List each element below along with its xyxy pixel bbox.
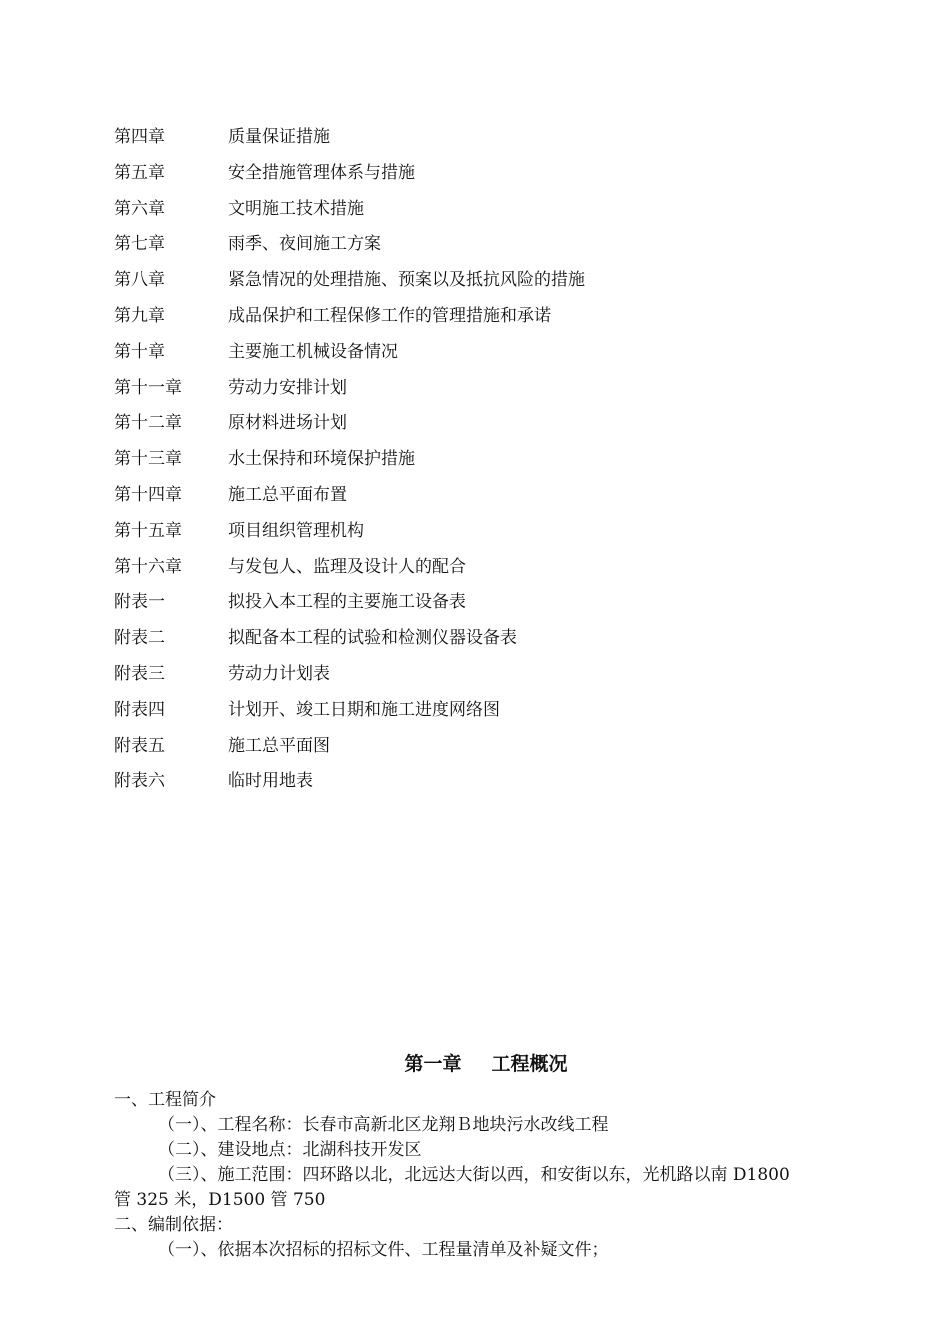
toc-title: 质量保证措施 [228, 127, 330, 147]
project-scope: （三）、施工范围：四环路以北，北远达大街以西，和安街以东，光机路以南 D1800 [158, 1165, 790, 1185]
chapter-number: 第一章 [404, 1053, 462, 1075]
toc-row [114, 550, 874, 586]
toc-number: 第十三章 [114, 449, 182, 470]
toc-row [114, 335, 874, 371]
basis-item: （一）、依据本次招标的招标文件、工程量清单及补疑文件； [158, 1240, 609, 1260]
toc-title: 成品保护和工程保修工作的管理措施和承诺 [228, 305, 551, 326]
toc-number: 附表三 [114, 663, 165, 684]
project-scope-continued: 管 325 米，D1500 管 750 [114, 1190, 326, 1210]
chapter-name: 工程概况 [491, 1053, 568, 1075]
project-name: （一）、工程名称：长春市高新北区龙翔Ｂ地块污水改线工程 [158, 1115, 609, 1135]
toc-title: 拟投入本工程的主要施工设备表 [228, 592, 466, 613]
toc-title: 计划开、竣工日期和施工进度网络图 [228, 699, 500, 720]
toc-number: 附表五 [114, 735, 165, 756]
toc-number: 第十二章 [114, 413, 182, 434]
toc-title: 水土保持和环境保护措施 [228, 449, 415, 470]
toc-row [114, 478, 874, 514]
section-heading: 一、工程简介 [114, 1090, 216, 1110]
toc-row [114, 406, 874, 442]
toc-row [114, 371, 874, 407]
toc-row [114, 299, 874, 335]
toc-row [114, 156, 874, 192]
toc-number: 附表一 [114, 592, 165, 613]
toc-title: 紧急情况的处理措施、预案以及抵抗风险的措施 [228, 270, 585, 291]
table-of-contents [114, 120, 874, 800]
toc-number: 附表四 [114, 699, 165, 720]
toc-row [114, 120, 874, 156]
toc-title: 安全措施管理体系与措施 [228, 162, 415, 183]
toc-title: 雨季、夜间施工方案 [228, 234, 381, 255]
toc-row [114, 729, 874, 765]
toc-number: 第十章 [114, 341, 165, 362]
toc-number: 第六章 [114, 198, 165, 219]
toc-number: 第十四章 [114, 484, 182, 505]
chapter-heading [0, 1046, 950, 1082]
section-heading: 二、编制依据： [114, 1215, 233, 1235]
toc-number: 第十五章 [114, 520, 182, 541]
toc-title: 劳动力计划表 [228, 663, 330, 684]
toc-row [114, 657, 874, 693]
toc-number: 第十六章 [114, 556, 182, 577]
toc-row [114, 442, 874, 478]
toc-title: 临时用地表 [228, 771, 313, 792]
toc-title: 拟配备本工程的试验和检测仪器设备表 [228, 628, 517, 649]
toc-title: 原材料进场计划 [228, 413, 347, 434]
toc-title: 文明施工技术措施 [228, 198, 364, 219]
toc-row [114, 764, 874, 800]
toc-title: 主要施工机械设备情况 [228, 341, 398, 362]
toc-row [114, 585, 874, 621]
toc-number: 附表六 [114, 771, 165, 792]
toc-row [114, 621, 874, 657]
toc-number: 附表二 [114, 628, 165, 649]
toc-number: 第七章 [114, 234, 165, 255]
toc-row [114, 227, 874, 263]
toc-title: 施工总平面布置 [228, 484, 347, 505]
chapter-body [114, 1088, 864, 1263]
toc-number: 第四章 [114, 127, 165, 147]
toc-row [114, 693, 874, 729]
toc-row [114, 192, 874, 228]
toc-title: 施工总平面图 [228, 735, 330, 756]
project-location: （二）、建设地点：北湖科技开发区 [158, 1140, 422, 1160]
toc-number: 第八章 [114, 270, 165, 291]
toc-title: 劳动力安排计划 [228, 377, 347, 398]
toc-number: 第十一章 [114, 377, 182, 398]
toc-row [114, 263, 874, 299]
toc-row [114, 514, 874, 550]
toc-number: 第五章 [114, 162, 165, 183]
toc-title: 项目组织管理机构 [228, 520, 364, 541]
toc-number: 第九章 [114, 305, 165, 326]
toc-title: 与发包人、监理及设计人的配合 [228, 556, 466, 577]
